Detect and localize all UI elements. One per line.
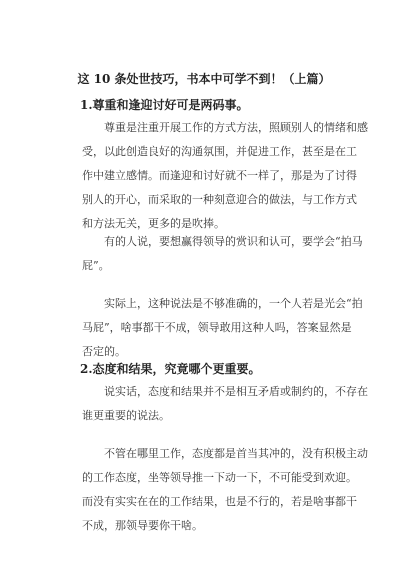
- text-line: 尊重是注重开展工作的方式方法，照顾别人的情绪和感: [104, 121, 368, 134]
- text-line: 有的人说，要想赢得领导的赏识和认可，要学会“拍马: [104, 235, 363, 248]
- document-title: 这 10 条处世技巧，书本中可学不到！（上篇）: [77, 72, 331, 86]
- paragraph-2-1: [82, 380, 368, 428]
- text-line: 作中建立感情。而逢迎和讨好就不一样了，那是为了讨得: [82, 169, 357, 182]
- text-line: 的工作态度，坐等领导推一下动一下，不可能受到欢迎。: [82, 471, 357, 484]
- paragraph-1-1: [82, 116, 368, 236]
- text-line: 别人的开心，而采取的一种刻意迎合的做法，与工作方式: [82, 193, 357, 206]
- text-line: 马屁”，啥事都干不成，领导敢用这种人吗，答案显然是: [82, 321, 352, 334]
- text-line: 和方法无关，更多的是吹捧。: [82, 217, 225, 230]
- section-heading-2: 2.态度和结果，究竟哪个更重要。: [80, 362, 261, 376]
- text-line: 说实话，态度和结果并不是相互矛盾或制约的，不存在: [104, 385, 368, 398]
- text-line: 受，以此创造良好的沟通氛围，并促进工作，甚至是在工: [82, 145, 357, 158]
- text-line: 不管在哪里工作，态度都是首当其冲的，没有积极主动: [104, 447, 368, 460]
- text-line: 否定的。: [82, 345, 126, 358]
- paragraph-1-2: [82, 230, 363, 278]
- text-line: 谁更重要的说法。: [82, 409, 170, 422]
- paragraph-2-2: [82, 442, 368, 538]
- section-heading-1: 1.尊重和逢迎讨好可是两码事。: [80, 98, 249, 112]
- text-line: 实际上，这种说法是不够准确的，一个人若是光会“拍: [104, 297, 363, 310]
- text-line: 而没有实实在在的工作结果，也是不行的，若是啥事都干: [82, 495, 357, 508]
- paragraph-1-3: [82, 292, 363, 364]
- text-line: 屁”。: [82, 259, 110, 272]
- text-line: 不成，那领导要你干啥。: [82, 519, 203, 532]
